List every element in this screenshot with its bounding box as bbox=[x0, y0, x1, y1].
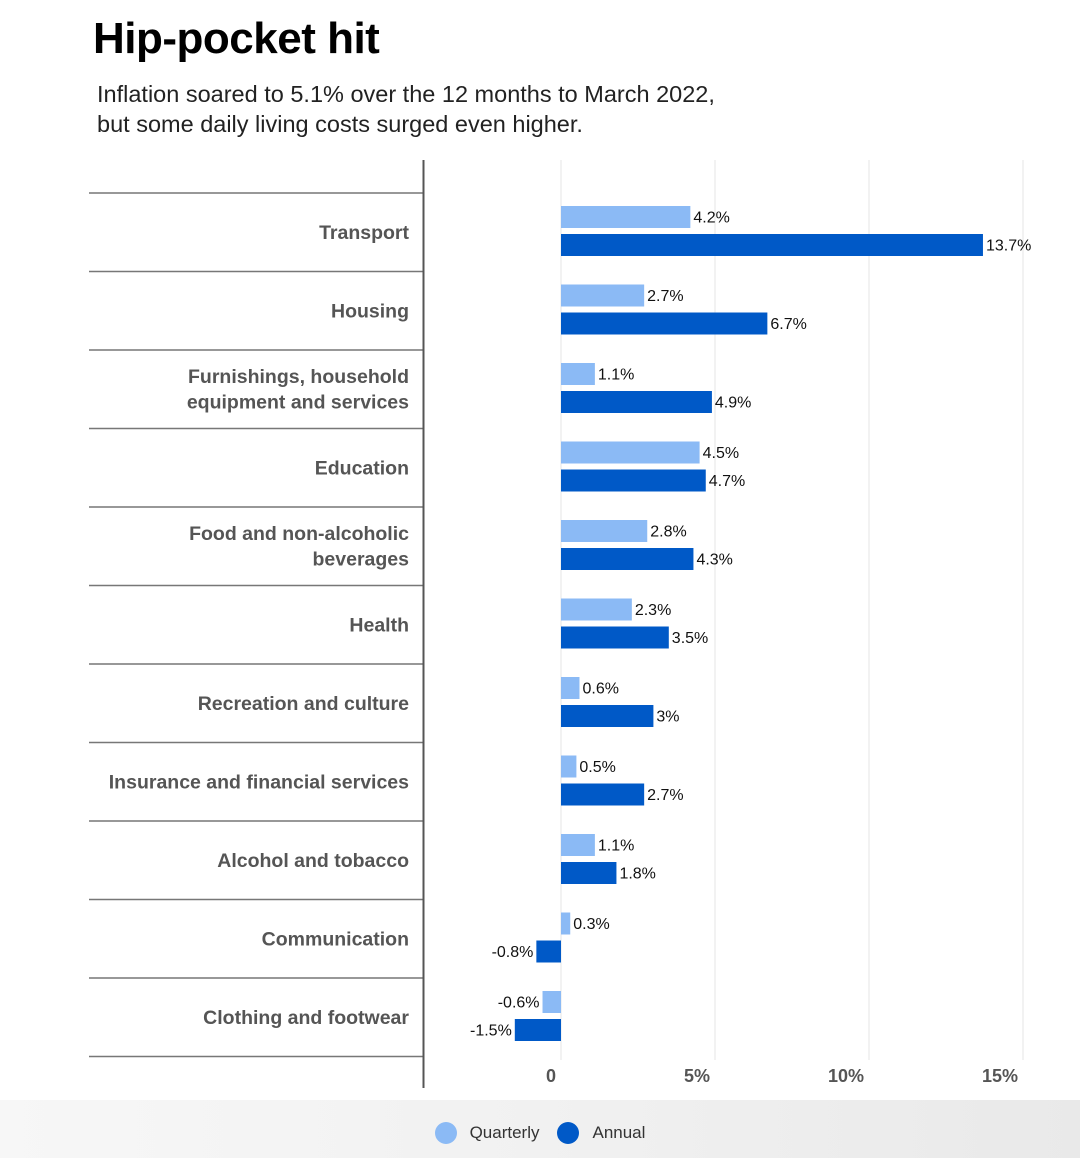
annual-bar bbox=[561, 234, 983, 256]
category-label: Insurance and financial services bbox=[108, 771, 409, 794]
category-label: Recreation and culture bbox=[197, 692, 409, 715]
annual-bar bbox=[561, 784, 644, 806]
quarterly-bar bbox=[561, 913, 570, 935]
annual-bar bbox=[561, 862, 616, 884]
x-tick-label: 5% bbox=[683, 1066, 710, 1086]
legend-label-quarterly: Quarterly bbox=[469, 1123, 540, 1142]
annual-data-label: 1.8% bbox=[619, 865, 656, 883]
category-label: Alcohol and tobacco bbox=[217, 849, 409, 872]
category-label: Clothing and footwear bbox=[203, 1006, 409, 1029]
quarterly-data-label: -0.6% bbox=[497, 994, 540, 1012]
category-labels bbox=[109, 222, 410, 1029]
legend bbox=[0, 1120, 1080, 1146]
quarterly-data-label: 0.6% bbox=[582, 680, 619, 698]
annual-bar bbox=[561, 391, 712, 413]
annual-data-label: 6.7% bbox=[770, 316, 807, 333]
quarterly-data-label: 0.3% bbox=[573, 916, 610, 933]
quarterly-data-label: 4.2% bbox=[693, 209, 730, 227]
quarterly-bar bbox=[561, 599, 632, 621]
category-label: Health bbox=[349, 614, 409, 637]
category-label: equipment and services bbox=[186, 391, 409, 414]
x-tick-label: 0 bbox=[545, 1066, 556, 1086]
subtitle-line-2: but some daily living costs surged even higher. bbox=[97, 111, 583, 137]
category-label: Education bbox=[314, 457, 409, 480]
annual-bar bbox=[561, 548, 693, 570]
subtitle-line-1: Inflation soared to 5.1% over the 12 months to March 2022, bbox=[97, 81, 715, 107]
annual-data-label: 4.3% bbox=[696, 551, 733, 569]
annual-bar bbox=[561, 705, 653, 727]
quarterly-bar bbox=[561, 756, 576, 778]
annual-data-label: 3% bbox=[656, 708, 680, 726]
x-axis-ticks bbox=[546, 1066, 1018, 1086]
legend-label-annual: Annual bbox=[592, 1123, 646, 1142]
annual-data-label: 13.7% bbox=[985, 237, 1032, 255]
annual-data-label: -1.5% bbox=[470, 1022, 512, 1040]
annual-bar bbox=[561, 470, 706, 492]
annual-data-label: 2.7% bbox=[647, 787, 684, 804]
quarterly-bar bbox=[561, 520, 647, 542]
quarterly-data-label: 2.8% bbox=[650, 523, 687, 541]
quarterly-bar bbox=[561, 363, 595, 385]
annual-bar bbox=[536, 941, 561, 963]
category-label: Transport bbox=[319, 221, 409, 244]
quarterly-bar bbox=[543, 991, 561, 1013]
legend-item-quarterly[interactable] bbox=[435, 1122, 540, 1144]
annual-data-label: 4.7% bbox=[708, 473, 746, 490]
category-label: Communication bbox=[261, 928, 409, 951]
quarterly-bar bbox=[561, 285, 644, 307]
annual-data-label: -0.8% bbox=[491, 944, 534, 961]
annual-data-label: 3.5% bbox=[671, 630, 709, 647]
x-tick-label: 15% bbox=[981, 1066, 1018, 1086]
quarterly-data-label: 2.3% bbox=[634, 602, 672, 619]
legend-item-annual[interactable] bbox=[557, 1122, 645, 1144]
quarterly-bar bbox=[561, 677, 579, 699]
category-label: Furnishings, household bbox=[188, 366, 409, 388]
x-tick-label: 10% bbox=[827, 1066, 864, 1086]
bar-chart bbox=[0, 150, 1080, 1100]
annual-swatch-icon bbox=[557, 1122, 579, 1144]
quarterly-data-label: 2.7% bbox=[647, 288, 684, 305]
annual-bar bbox=[561, 313, 767, 335]
category-label: Housing bbox=[331, 300, 409, 323]
quarterly-swatch-icon bbox=[435, 1122, 457, 1144]
category-label: Food and non-alcoholic bbox=[189, 523, 409, 545]
quarterly-bar bbox=[561, 206, 690, 228]
quarterly-data-label: 1.1% bbox=[597, 837, 635, 855]
quarterly-data-label: 1.1% bbox=[597, 366, 635, 384]
annual-data-label: 4.9% bbox=[714, 394, 752, 412]
quarterly-data-label: 4.5% bbox=[702, 445, 740, 462]
quarterly-data-label: 0.5% bbox=[579, 759, 616, 776]
page-title: Hip-pocket hit bbox=[93, 14, 380, 63]
annual-bar bbox=[561, 627, 669, 649]
category-label: beverages bbox=[312, 548, 409, 571]
quarterly-bar bbox=[561, 442, 700, 464]
annual-bar bbox=[515, 1019, 561, 1041]
quarterly-bar bbox=[561, 834, 595, 856]
